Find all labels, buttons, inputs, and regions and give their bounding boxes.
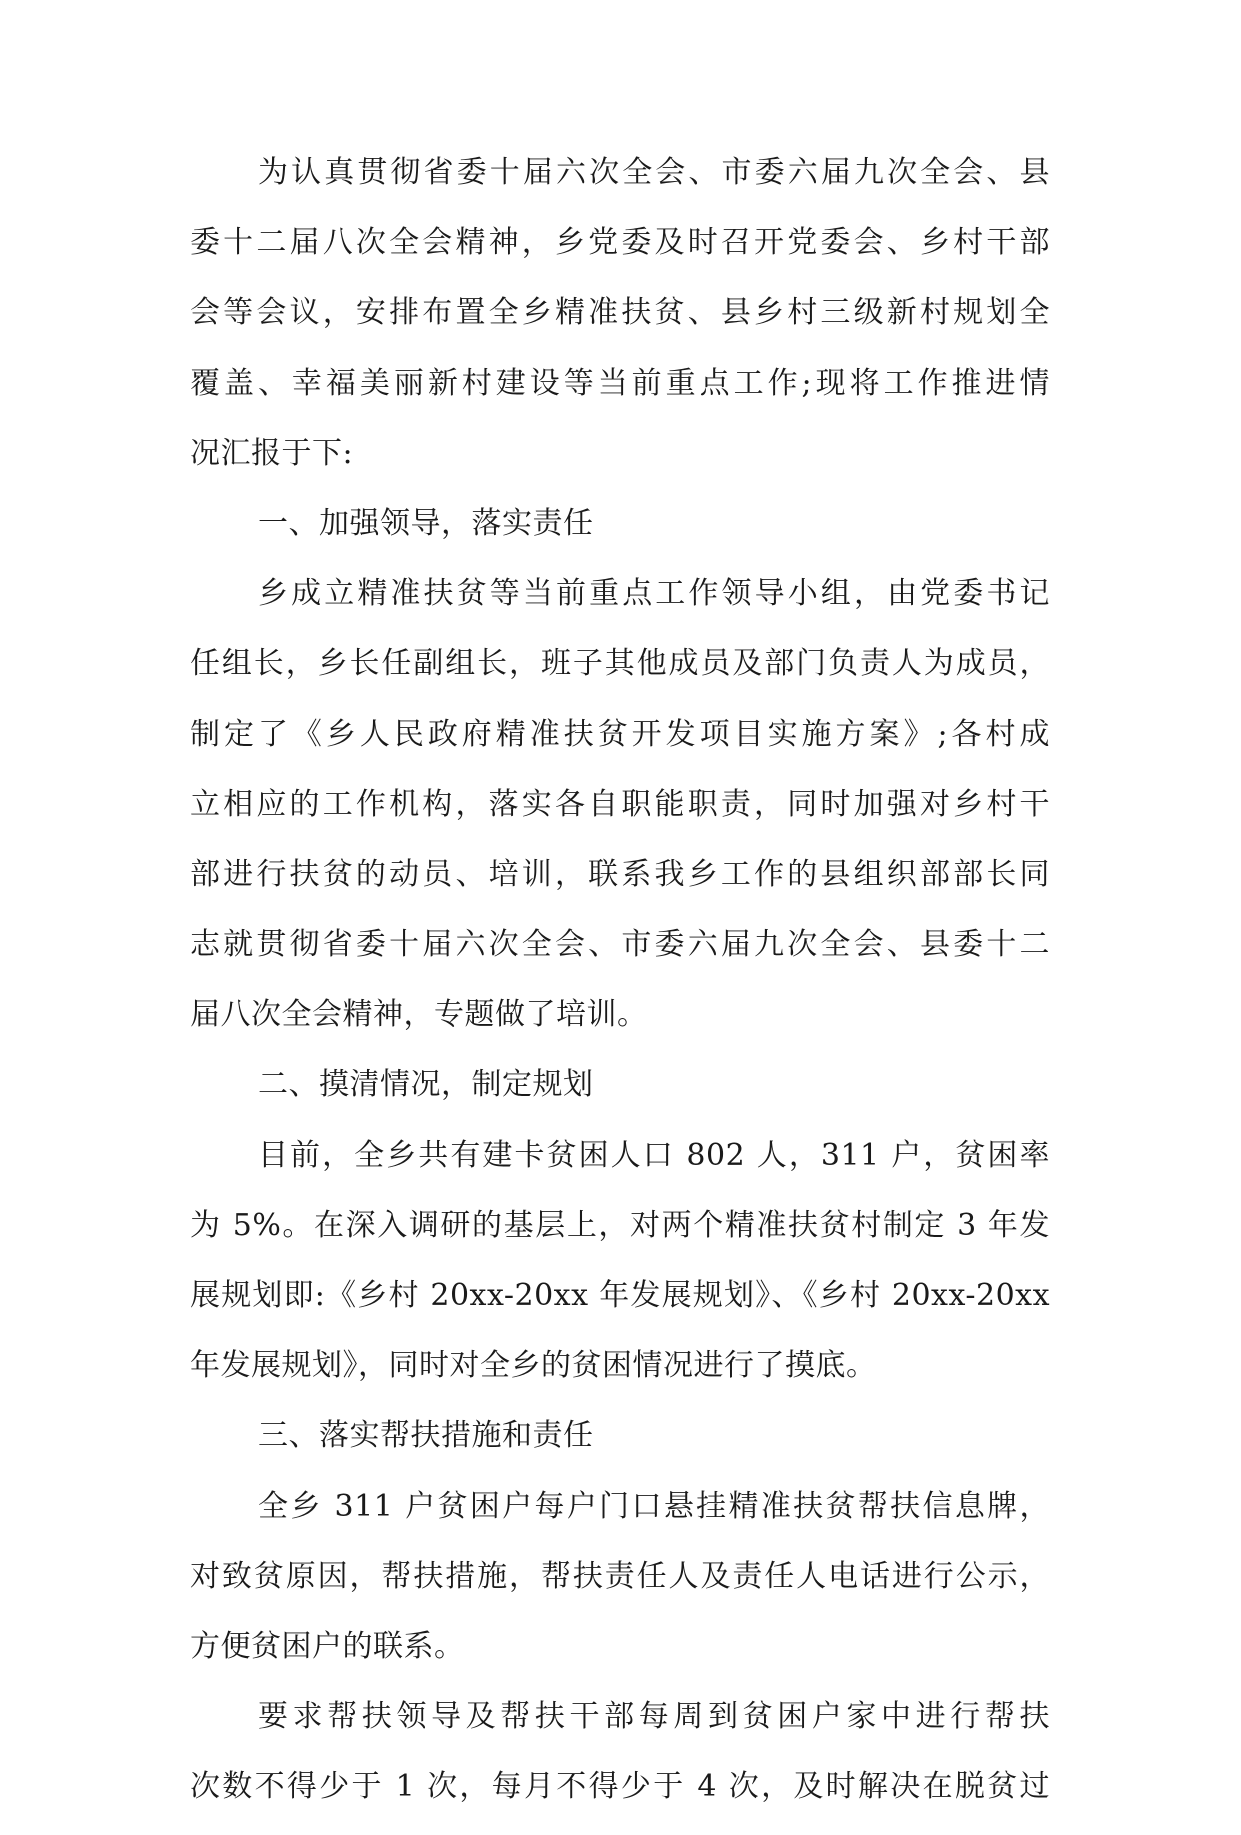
paragraph-line: 部进行扶贫的动员、培训，联系我乡工作的县组织部部长同: [190, 856, 1050, 892]
paragraph-line: 次数不得少于 1 次，每月不得少于 4 次，及时解决在脱贫过: [190, 1769, 1050, 1805]
paragraph-line: 方便贫困户的联系。: [190, 1628, 465, 1664]
paragraph-line: 志就贯彻省委十届六次全会、市委六届九次全会、县委十二: [190, 927, 1050, 963]
paragraph-line: 任组长，乡长任副组长，班子其他成员及部门负责人为成员，: [190, 646, 1050, 682]
paragraph-line: 目前，全乡共有建卡贫困人口 802 人，311 户，贫困率: [258, 1137, 1050, 1173]
section-heading: 一、加强领导，落实责任: [258, 505, 594, 541]
section-heading: 三、落实帮扶措施和责任: [258, 1418, 594, 1454]
paragraph-line: 况汇报于下:: [190, 435, 354, 471]
paragraph-line: 年发展规划》，同时对全乡的贫困情况进行了摸底。: [190, 1348, 877, 1384]
paragraph-line: 制定了《乡人民政府精准扶贫开发项目实施方案》;各村成: [190, 716, 1050, 752]
paragraph-line: 为 5%。在深入调研的基层上，对两个精准扶贫村制定 3 年发: [190, 1207, 1050, 1243]
paragraph-line: 覆盖、幸福美丽新村建设等当前重点工作;现将工作推进情: [190, 365, 1050, 401]
paragraph-line: 全乡 311 户贫困户每户门口悬挂精准扶贫帮扶信息牌，: [258, 1488, 1050, 1524]
paragraph-line: 展规划即:《乡村 20xx-20xx 年发展规划》、《乡村 20xx-20xx: [190, 1278, 1050, 1313]
paragraph-line: 立相应的工作机构，落实各自职能职责，同时加强对乡村干: [190, 786, 1050, 822]
section-heading: 二、摸清情况，制定规划: [258, 1067, 594, 1103]
document-body: [190, 150, 1050, 1835]
paragraph-line: 届八次全会精神，专题做了培训。: [190, 997, 648, 1033]
paragraph-line: 乡成立精准扶贫等当前重点工作领导小组，由党委书记: [258, 576, 1050, 612]
paragraph-line: 对致贫原因，帮扶措施，帮扶责任人及责任人电话进行公示，: [190, 1558, 1050, 1594]
paragraph-line: 要求帮扶领导及帮扶干部每周到贫困户家中进行帮扶: [258, 1699, 1050, 1735]
paragraph-line: 委十二届八次全会精神，乡党委及时召开党委会、乡村干部: [190, 225, 1050, 261]
paragraph-line: 为认真贯彻省委十届六次全会、市委六届九次全会、县: [258, 155, 1050, 190]
paragraph-line: 会等会议，安排布置全乡精准扶贫、县乡村三级新村规划全: [190, 295, 1050, 331]
